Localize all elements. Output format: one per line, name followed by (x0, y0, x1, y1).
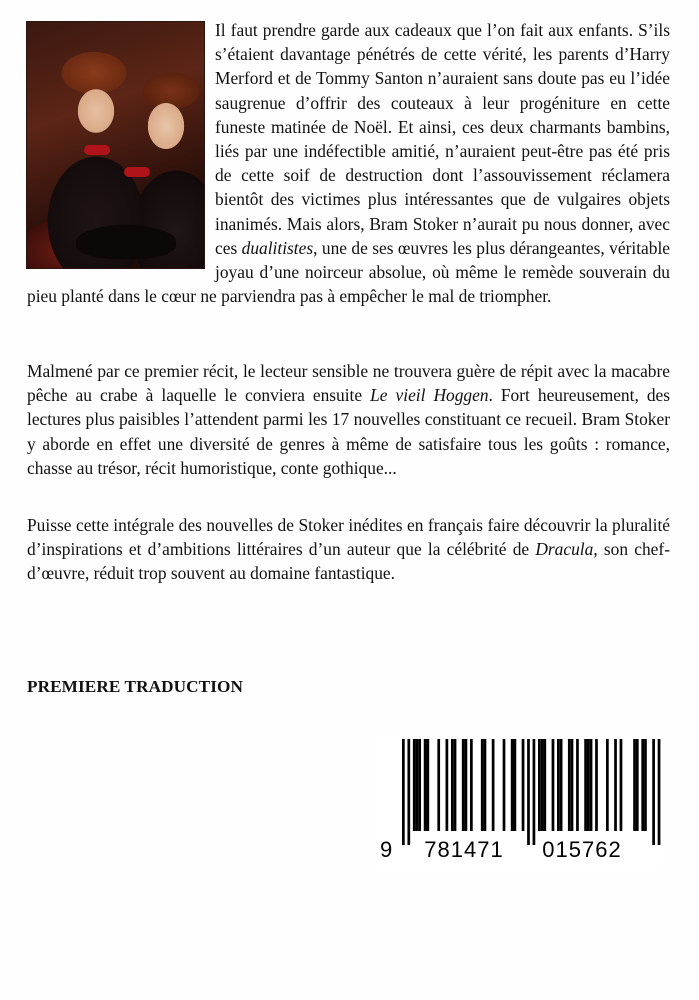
p1-italic-dualitistes: dualitistes (241, 237, 314, 258)
barcode-bar (620, 739, 623, 831)
barcode-bar (511, 739, 514, 831)
barcode-bar (538, 739, 541, 831)
barcode-bar (576, 739, 579, 831)
p2-text-b: . Fort heureusement, des lectures plus paisibles l’attendent parmi les 17 nouvelles constituant ce recueil. Bram Stoker y aborde en effet une diversité de genres à même de satisfaire tous les goûts : romance, chasse au trésor, récit humoristique, conte gothique... (27, 385, 671, 478)
barcode-guard-bar (658, 739, 661, 845)
barcode-bar (557, 739, 560, 831)
isbn-barcode (372, 731, 662, 871)
paragraph-second (27, 359, 670, 480)
p1-text-b: , une de ses œuvres les plus dérangeantes, véritable joyau d’une noirceur absolue, où même le remède souverain du pieu planté dans le cœur ne parviendra pas à empêcher le mal de triompher. (27, 237, 671, 307)
p3-text-b: , son chef-d’œuvre, réduit trop souvent au domaine fantastique. (27, 539, 670, 584)
barcode-bar (571, 739, 574, 831)
barcode-right-group: 015762 (542, 837, 622, 862)
p2-text-a: Malmené par ce premier récit, le lecteur sensible ne trouvera guère de répit avec la macabre pêche au crabe à laquelle le conviera ensuite (27, 361, 670, 406)
barcode-bar (462, 739, 465, 831)
p2-italic-le-vieil-hoggen: Le vieil Hoggen (370, 385, 489, 406)
barcode-bar (481, 739, 484, 831)
p1-text-a: Il faut prendre garde aux cadeaux que l’on fait aux enfants. S’ils s’étaient davantage pénétrés de cette vérité, les parents d’Harry Merford et de Tommy Santon n’auraient sans doute pas eu l’idée saugrenue d’offrir des couteaux à leur progéniture en cette funeste matinée de Noël. Et ainsi, ces deux charmants bambins, liés par une indéfectible amitié, n’auraient peut-être pas été pris de cette soif de destruction dont l’assouvissement réclamera bientôt des victimes plus intéressantes que de vulgaires objets inanimés. Mais alors, Bram Stoker n’aurait pu nous donner, avec ces (215, 20, 670, 258)
barcode-lead-digit: 9 (380, 837, 393, 862)
barcode-bar (636, 739, 639, 831)
barcode-guard-bar (407, 739, 410, 845)
barcode-bar (503, 739, 506, 831)
barcode-bar (413, 739, 416, 831)
barcode-bar (552, 739, 555, 831)
barcode-bar (541, 739, 544, 831)
barcode-guard-bar (533, 739, 536, 845)
barcode-bar (522, 739, 525, 831)
barcode-bar (543, 739, 546, 831)
barcode-bar (595, 739, 598, 831)
p3-italic-dracula: Dracula (535, 539, 594, 560)
barcode-left-group: 781471 (424, 837, 504, 862)
premiere-traduction-label: PREMIERE TRADUCTION (27, 677, 243, 696)
paragraph-intro (27, 18, 670, 308)
barcode-bar (492, 739, 495, 831)
barcode-bar (568, 739, 571, 831)
barcode-bar (644, 739, 647, 831)
barcode-bar (560, 739, 563, 831)
barcode-bar (418, 739, 421, 831)
barcode-guard-bar (652, 739, 655, 845)
barcode-bar (416, 739, 419, 831)
barcode-guard-bar (402, 739, 405, 845)
barcode-bar (446, 739, 449, 831)
barcode-bar (465, 739, 468, 831)
barcode-bar (437, 739, 440, 831)
barcode-bar (584, 739, 587, 831)
barcode-bar (484, 739, 487, 831)
barcode-bar (606, 739, 609, 831)
barcode-bar (641, 739, 644, 831)
barcode-bar (451, 739, 454, 831)
barcode-bar (587, 739, 590, 831)
barcode-bar (514, 739, 517, 831)
paragraph-third (27, 513, 670, 586)
barcode-bar (424, 739, 427, 831)
barcode-bar (426, 739, 429, 831)
barcode-bar (633, 739, 636, 831)
barcode-bar (590, 739, 593, 831)
p3-text-a: Puisse cette intégrale des nouvelles de Stoker inédites en français faire découvrir la pluralité d’inspirations et d’ambitions littéraires d’un auteur que la célébrité de (27, 515, 670, 560)
barcode-bar (454, 739, 457, 831)
barcode-bar (470, 739, 473, 831)
barcode-guard-bar (527, 739, 530, 845)
barcode-bar (614, 739, 617, 831)
